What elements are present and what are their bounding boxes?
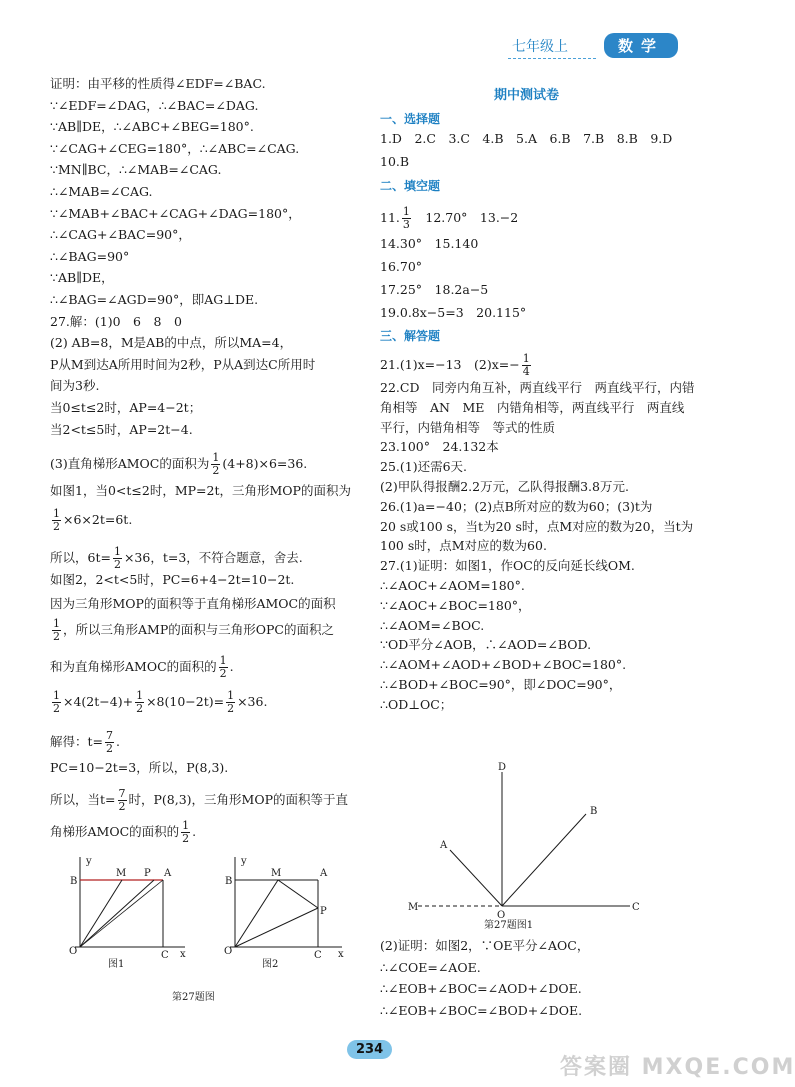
label-M: M [271,868,282,879]
text-line: ∴∠AOC+∠AOM=180°. [380,578,525,593]
label-D: D [498,762,507,773]
figure-2 [224,856,344,970]
text-line: (2)证明：如图2，∵OE平分∠AOC， [380,938,590,953]
fig1-line: 如图1，当0<t≤2时，MP=2t，三角形MOP的面积为 [50,483,351,498]
label-O: O [224,946,233,957]
fill-answers-2: 14.30° 15.140 [380,236,479,251]
label-C: C [632,902,640,913]
fig1-area: ×6×2t=6t. [63,512,133,527]
pc-line: PC=10−2t=3，所以，P(8,3). [50,760,229,775]
half-line [50,618,334,643]
fill-answers-5: 19.0.8x−5=3 20.115° [380,305,527,320]
page-number: 234 [347,1040,392,1059]
answer-21 [380,353,533,378]
fraction: $\frac{1}{2}$ [53,617,60,643]
sum-line [50,655,234,680]
text-line: ∵MN∥BC，∴∠MAB=∠CAG. [50,162,222,178]
q3-prefix: (3)直角梯形AMOC的面积为 [50,456,210,471]
label-M: M [116,868,127,879]
text-line: ∴∠BAG=∠AGD=90°，即AG⊥DE. [50,292,259,307]
eq-c: ×36. [237,694,268,709]
q3-area-line [50,452,307,477]
figure-1-caption: 图1 [108,959,125,970]
text-line: ∴∠AOM=∠BOC. [380,617,485,633]
fraction: $\frac{7}{2}$ [118,787,126,813]
label-O: O [497,910,506,921]
text-line: ∴∠EOB+∠BOC=∠AOD+∠DOE. [380,981,582,997]
choice-answers-2: 10.B [380,154,410,169]
q3-suffix: (4+8)×6=36. [222,456,308,471]
text-line: 26.(1)a=−40；(2)点B所对应的数为60；(3)t为 [380,498,653,514]
text-line: ∴∠COE=∠AOE. [380,959,481,975]
fill1-suffix: 12.70° 13.−2 [412,210,519,225]
label-M: M [408,902,419,913]
fill-answers-4: 17.25° 18.2a−5 [380,282,489,297]
text-line: (2)甲队得报酬2.2万元，乙队得报酬3.8万元. [380,479,629,494]
text-line: 当2<t≤5时，AP=2t−4. [50,421,193,437]
so1-suffix: ×36，t=3，不符合题意，舍去. [123,550,303,565]
figure-1 [69,856,186,970]
text-line: ∴∠BAG=90° [50,248,130,264]
watermark: 答案圈 MXQE.COM [560,1055,795,1080]
solve-line [50,730,120,755]
so2-suffix: 时，P(8,3)，三角形MOP的面积等于直 [128,792,349,807]
label-C: C [161,950,169,961]
label-y: y [241,856,247,867]
fraction: $\frac{1}{2}$ [212,451,220,477]
so2-prefix: 所以，当t= [50,792,116,807]
label-P: P [320,906,327,917]
choice-answers-1: 1.D 2.C 3.C 4.B 5.A 6.B 7.B 8.B 9.D [380,131,673,146]
final-suffix: . [192,824,197,839]
label-B: B [225,876,233,887]
fraction: $\frac{1}{2}$ [53,507,60,533]
figure-27-right [400,758,650,938]
text-line: ∵∠AOC+∠BOC=180°， [380,597,531,613]
label-x: x [180,949,186,960]
section-solve: 三、解答题 [380,329,441,343]
label-A: A [164,868,172,879]
text-line: 27.解：(1)0 6 8 0 [50,313,182,329]
figure-2-caption: 图2 [262,959,279,970]
ans21-prefix: 21.(1)x=−13 (2)x=− [380,357,520,372]
text-line: 25.(1)还需6天. [380,459,468,475]
text-line: 27.(1)证明：如图1，作OC的反向延长线OM. [380,558,635,574]
header-grade: 七年级上 [512,39,568,55]
section-fill: 二、填空题 [380,179,441,193]
sum-suffix: . [229,659,234,674]
text-line: (2) AB=8，M是AB的中点，所以MA=4， [50,335,293,351]
eq-a: ×4(2t−4)+ [63,694,134,709]
label-P: P [144,868,151,879]
text-line: ∴∠CAG+∠BAC=90°， [50,227,191,243]
so1-line [50,546,303,571]
text-line: P从M到达A所用时间为2秒，P从A到达C所用时 [50,356,316,372]
solve-suffix: . [116,734,120,749]
fill1-prefix: 11. [380,210,400,225]
final-line [50,820,196,845]
text-line: 当0≤t≤2时，AP=4−2t； [50,400,202,415]
text-line: 23.100° 24.132本 [380,439,499,455]
text-line: ∴OD⊥OC； [380,696,453,712]
text-line: 角相等 AN ME 内错角相等，两直线平行 两直线 [380,399,685,415]
so2-line [50,788,348,813]
header-subject-badge: 数学 [604,33,678,58]
final-prefix: 角梯形AMOC的面积的 [50,824,180,839]
text-line: ∵∠MAB+∠BAC+∠CAG+∠DAG=180°， [50,205,301,221]
exam-title: 期中测试卷 [494,88,560,103]
fill-answers-3: 16.70° [380,259,423,274]
so1-prefix: 所以，6t= [50,550,111,565]
label-x: x [338,949,344,960]
text-line: ∵∠EDF=∠DAG，∴∠BAC=∠DAG. [50,97,259,113]
header-divider [508,58,596,59]
text-line: ∵AB∥DE，∴∠ABC+∠BEG=180°. [50,119,254,135]
fraction: $\frac{1}{3}$ [402,205,410,231]
text-line: ∴∠AOM+∠AOD+∠BOD+∠BOC=180°. [380,657,627,673]
text-line: 100 s时，点M对应的数为60. [380,538,547,554]
text-line: ∵OD平分∠AOB，∴∠AOD=∠BOD. [380,637,592,653]
fill-answers-1 [380,206,518,231]
label-y: y [86,856,92,867]
text-line: ∴∠EOB+∠BOC=∠BOD+∠DOE. [380,1003,583,1019]
figure-right-caption: 第27题图1 [484,920,534,931]
label-A: A [320,868,328,879]
text-line: 平行，内错角相等 等式的性质 [380,419,556,435]
label-O: O [69,946,78,957]
text-line: ∵AB∥DE， [50,270,114,286]
label-B: B [590,806,598,817]
figure-group-caption: 第27题图 [172,992,215,1003]
fig2-line: 如图2，2<t<5时，PC=6+4−2t=10−2t. [50,572,295,587]
eq-b: ×8(10−2t)= [146,694,225,709]
label-A: A [440,840,448,851]
fraction: $\frac{1}{2}$ [182,819,190,845]
text-line: ∴∠MAB=∠CAG. [50,184,153,199]
text-line: 22.CD 同旁内角互补，两直线平行 两直线平行，内错 [380,380,695,395]
fig1-area-line [50,508,132,533]
text-line: 20 s或100 s，当t为20 s时，点M对应的数为20，当t为 [380,518,694,534]
half-suffix: ，所以三角形AMP的面积与三角形OPC的面积之 [63,622,334,637]
text-line: 证明：由平移的性质得∠EDF=∠BAC. [50,76,266,91]
sum-prefix: 和为直角梯形AMOC的面积的 [50,659,217,674]
text-line: 间为3秒. [50,378,100,394]
because-line: 因为三角形MOP的面积等于直角梯形AMOC的面积 [50,596,336,611]
fraction: $\frac{1}{2}$ [136,689,144,715]
fraction: $\frac{1}{2}$ [113,545,121,571]
fraction: $\frac{1}{2}$ [227,689,235,715]
fraction: $\frac{7}{2}$ [106,729,113,755]
text-line: ∵∠CAG+∠CEG=180°，∴∠ABC=∠CAG. [50,140,300,156]
fraction: $\frac{1}{2}$ [219,654,227,680]
solve-prefix: 解得：t= [50,734,103,749]
label-B: B [70,876,78,887]
figure-27-diagrams [50,852,360,1012]
equation-line [50,690,267,715]
section-choice: 一、选择题 [380,112,441,126]
fraction: $\frac{1}{2}$ [53,689,60,715]
text-line: ∴∠BOD+∠BOC=90°，即∠DOC=90°， [380,677,622,692]
fraction: $\frac{1}{4}$ [522,352,530,378]
label-C: C [314,950,322,961]
